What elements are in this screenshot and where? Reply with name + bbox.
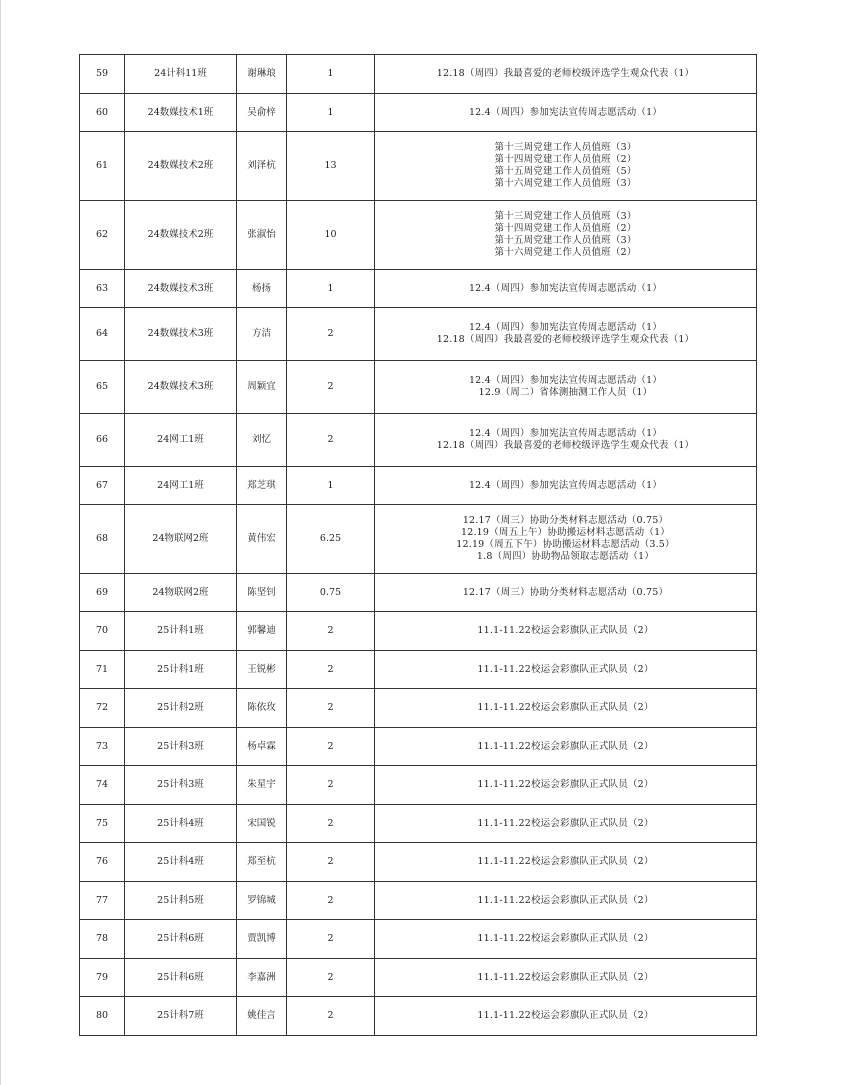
activity-detail-cell: [375, 997, 757, 1036]
table-row: [80, 55, 757, 94]
class-name-cell: 24数媒技术3班: [125, 270, 237, 308]
table-row: [80, 308, 757, 361]
class-name-cell: 25计科5班: [125, 882, 237, 920]
student-name-cell: 宋国锐: [237, 805, 287, 843]
class-name-cell: 25计科6班: [125, 920, 237, 959]
volunteer-hours-cell: 2: [287, 997, 375, 1036]
activity-detail-cell: [375, 689, 757, 728]
row-number-cell: 64: [80, 308, 125, 361]
row-number-cell: 73: [80, 728, 125, 766]
student-name-cell: 吴俞梓: [237, 94, 287, 132]
activity-detail-cell: [375, 805, 757, 843]
activity-detail-cell: [375, 361, 757, 414]
table-row: [80, 882, 757, 920]
volunteer-hours-cell: 1: [287, 270, 375, 308]
table-row: [80, 766, 757, 805]
activity-detail-line: 12.17（周三）协助分类材料志愿活动（0.75）: [462, 586, 669, 598]
row-number-cell: 78: [80, 920, 125, 959]
class-name-cell: 25计科1班: [125, 651, 237, 689]
row-number-cell: 66: [80, 414, 125, 467]
table-row: [80, 728, 757, 766]
volunteer-hours-cell: 1: [287, 55, 375, 94]
class-name-cell: 25计科3班: [125, 766, 237, 805]
row-number-cell: 76: [80, 843, 125, 882]
student-name-cell: 黄伟宏: [237, 505, 287, 574]
class-name-cell: 24数媒技术2班: [125, 201, 237, 270]
activity-detail-line: 12.4（周四）参加宪法宣传周志愿活动（1）: [468, 479, 663, 491]
row-number-cell: 61: [80, 132, 125, 201]
activity-detail-cell: [375, 201, 757, 270]
activity-detail-cell: [375, 766, 757, 805]
student-name-cell: 张淑怡: [237, 201, 287, 270]
student-name-cell: 刘泽杭: [237, 132, 287, 201]
table-row: [80, 843, 757, 882]
volunteer-hours-cell: 1: [287, 467, 375, 505]
table-row: [80, 574, 757, 612]
table-row: [80, 132, 757, 201]
activity-detail-line: 11.1-11.22校运会彩旗队正式队员（2）: [477, 663, 654, 675]
row-number-cell: 74: [80, 766, 125, 805]
activity-detail-line: 12.4（周四）参加宪法宣传周志愿活动（1）: [468, 428, 663, 439]
student-name-cell: 罗锦城: [237, 882, 287, 920]
volunteer-hours-table: [79, 54, 757, 1036]
volunteer-hours-cell: 2: [287, 689, 375, 728]
activity-detail-cell: [375, 651, 757, 689]
volunteer-hours-cell: 0.75: [287, 574, 375, 612]
activity-detail-line: 11.1-11.22校运会彩旗队正式队员（2）: [477, 856, 654, 867]
row-number-cell: 59: [80, 55, 125, 94]
row-number-cell: 80: [80, 997, 125, 1036]
table-row: [80, 414, 757, 467]
student-name-cell: 陈依玫: [237, 689, 287, 728]
class-name-cell: 25计科6班: [125, 959, 237, 997]
student-name-cell: 朱星宇: [237, 766, 287, 805]
activity-detail-line: 12.9（周二）省体测抽测工作人员（1）: [478, 387, 653, 398]
activity-detail-line: 第十四周党建工作人员值班（2）: [494, 223, 637, 234]
row-number-cell: 60: [80, 94, 125, 132]
class-name-cell: 25计科4班: [125, 843, 237, 882]
activity-detail-line: 12.18（周四）我最喜爱的老师校级评选学生观众代表（1）: [436, 68, 695, 79]
table-row: [80, 651, 757, 689]
activity-detail-cell: [375, 612, 757, 651]
activity-detail-line: 11.1-11.22校运会彩旗队正式队员（2）: [477, 1010, 654, 1021]
activity-detail-cell: [375, 414, 757, 467]
activity-detail-line: 12.17（周三）协助分类材料志愿活动（0.75）: [462, 515, 669, 526]
student-name-cell: 杨卓霖: [237, 728, 287, 766]
student-name-cell: 杨扬: [237, 270, 287, 308]
class-name-cell: 25计科7班: [125, 997, 237, 1036]
row-number-cell: 72: [80, 689, 125, 728]
table-row: [80, 201, 757, 270]
activity-detail-line: 第十六周党建工作人员值班（3）: [494, 178, 637, 189]
table-body: [80, 55, 757, 1036]
class-name-cell: 24物联网2班: [125, 574, 237, 612]
activity-detail-line: 11.1-11.22校运会彩旗队正式队员（2）: [477, 817, 654, 829]
activity-detail-cell: [375, 882, 757, 920]
student-name-cell: 郑芝琪: [237, 467, 287, 505]
student-name-cell: 刘忆: [237, 414, 287, 467]
row-number-cell: 67: [80, 467, 125, 505]
class-name-cell: 25计科2班: [125, 689, 237, 728]
activity-detail-cell: [375, 55, 757, 94]
class-name-cell: 24网工1班: [125, 414, 237, 467]
volunteer-hours-cell: 2: [287, 728, 375, 766]
student-name-cell: 郑至杭: [237, 843, 287, 882]
activity-detail-line: 12.4（周四）参加宪法宣传周志愿活动（1）: [468, 322, 663, 333]
activity-detail-line: 12.19（周五下午）协助搬运材料志愿活动（3.5）: [456, 539, 675, 550]
row-number-cell: 71: [80, 651, 125, 689]
activity-detail-line: 12.18（周四）我最喜爱的老师校级评选学生观众代表（1）: [436, 440, 695, 451]
activity-detail-line: 1.8（周四）协助物品领取志愿活动（1）: [476, 551, 655, 562]
class-name-cell: 24数媒技术1班: [125, 94, 237, 132]
class-name-cell: 24计科11班: [125, 55, 237, 94]
activity-detail-cell: [375, 920, 757, 959]
activity-detail-line: 第十五周党建工作人员值班（5）: [494, 166, 637, 177]
student-name-cell: 方洁: [237, 308, 287, 361]
row-number-cell: 65: [80, 361, 125, 414]
activity-detail-cell: [375, 467, 757, 505]
student-name-cell: 贾凯博: [237, 920, 287, 959]
volunteer-hours-cell: 2: [287, 843, 375, 882]
activity-detail-line: 11.1-11.22校运会彩旗队正式队员（2）: [477, 971, 654, 983]
activity-detail-cell: [375, 308, 757, 361]
activity-detail-line: 第十五周党建工作人员值班（3）: [494, 235, 637, 246]
table-row: [80, 361, 757, 414]
class-name-cell: 24数媒技术3班: [125, 361, 237, 414]
class-name-cell: 25计科1班: [125, 612, 237, 651]
table-row: [80, 920, 757, 959]
volunteer-hours-cell: 2: [287, 414, 375, 467]
activity-detail-line: 11.1-11.22校运会彩旗队正式队员（2）: [477, 625, 654, 636]
volunteer-hours-cell: 1: [287, 94, 375, 132]
activity-detail-line: 12.18（周四）我最喜爱的老师校级评选学生观众代表（1）: [436, 334, 695, 345]
row-number-cell: 75: [80, 805, 125, 843]
activity-detail-line: 11.1-11.22校运会彩旗队正式队员（2）: [477, 702, 654, 713]
student-name-cell: 李嘉洲: [237, 959, 287, 997]
student-name-cell: 姚佳言: [237, 997, 287, 1036]
student-name-cell: 周颖宜: [237, 361, 287, 414]
row-number-cell: 68: [80, 505, 125, 574]
table-row: [80, 805, 757, 843]
volunteer-hours-cell: 2: [287, 882, 375, 920]
activity-detail-cell: [375, 270, 757, 308]
class-name-cell: 24数媒技术3班: [125, 308, 237, 361]
row-number-cell: 70: [80, 612, 125, 651]
activity-detail-line: 11.1-11.22校运会彩旗队正式队员（2）: [477, 894, 654, 906]
table-row: [80, 997, 757, 1036]
activity-detail-cell: [375, 574, 757, 612]
volunteer-hours-cell: 10: [287, 201, 375, 270]
table-row: [80, 505, 757, 574]
volunteer-hours-cell: 6.25: [287, 505, 375, 574]
activity-detail-line: 11.1-11.22校运会彩旗队正式队员（2）: [477, 740, 654, 752]
class-name-cell: 25计科4班: [125, 805, 237, 843]
activity-detail-line: 第十四周党建工作人员值班（2）: [494, 154, 637, 165]
activity-detail-line: 11.1-11.22校运会彩旗队正式队员（2）: [477, 933, 654, 944]
activity-detail-cell: [375, 843, 757, 882]
table-row: [80, 959, 757, 997]
activity-detail-line: 12.4（周四）参加宪法宣传周志愿活动（1）: [468, 106, 663, 118]
activity-detail-cell: [375, 505, 757, 574]
activity-detail-cell: [375, 94, 757, 132]
student-name-cell: 谢琳琅: [237, 55, 287, 94]
table-row: [80, 270, 757, 308]
class-name-cell: 24数媒技术2班: [125, 132, 237, 201]
volunteer-hours-cell: 2: [287, 920, 375, 959]
volunteer-hours-cell: 2: [287, 361, 375, 414]
student-name-cell: 郭馨迪: [237, 612, 287, 651]
table-row: [80, 612, 757, 651]
class-name-cell: 24物联网2班: [125, 505, 237, 574]
volunteer-hours-cell: 2: [287, 651, 375, 689]
class-name-cell: 24网工1班: [125, 467, 237, 505]
activity-detail-cell: [375, 959, 757, 997]
row-number-cell: 63: [80, 270, 125, 308]
activity-detail-line: 第十六周党建工作人员值班（2）: [494, 247, 637, 258]
volunteer-hours-cell: 2: [287, 612, 375, 651]
activity-detail-line: 第十三周党建工作人员值班（3）: [494, 211, 637, 222]
student-name-cell: 陈坚钊: [237, 574, 287, 612]
volunteer-hours-cell: 2: [287, 766, 375, 805]
volunteer-hours-cell: 2: [287, 959, 375, 997]
row-number-cell: 77: [80, 882, 125, 920]
table-row: [80, 94, 757, 132]
volunteer-hours-cell: 2: [287, 805, 375, 843]
table-row: [80, 689, 757, 728]
student-name-cell: 王锐彬: [237, 651, 287, 689]
volunteer-hours-cell: 2: [287, 308, 375, 361]
row-number-cell: 69: [80, 574, 125, 612]
activity-detail-line: 12.4（周四）参加宪法宣传周志愿活动（1）: [468, 282, 663, 294]
activity-detail-cell: [375, 728, 757, 766]
table-row: [80, 467, 757, 505]
activity-detail-line: 11.1-11.22校运会彩旗队正式队员（2）: [477, 779, 654, 790]
activity-detail-line: 第十三周党建工作人员值班（3）: [494, 142, 637, 153]
activity-detail-line: 12.4（周四）参加宪法宣传周志愿活动（1）: [468, 375, 663, 386]
volunteer-hours-cell: 13: [287, 132, 375, 201]
class-name-cell: 25计科3班: [125, 728, 237, 766]
activity-detail-line: 12.19（周五上午）协助搬运材料志愿活动（1）: [460, 527, 671, 538]
row-number-cell: 62: [80, 201, 125, 270]
activity-detail-cell: [375, 132, 757, 201]
row-number-cell: 79: [80, 959, 125, 997]
